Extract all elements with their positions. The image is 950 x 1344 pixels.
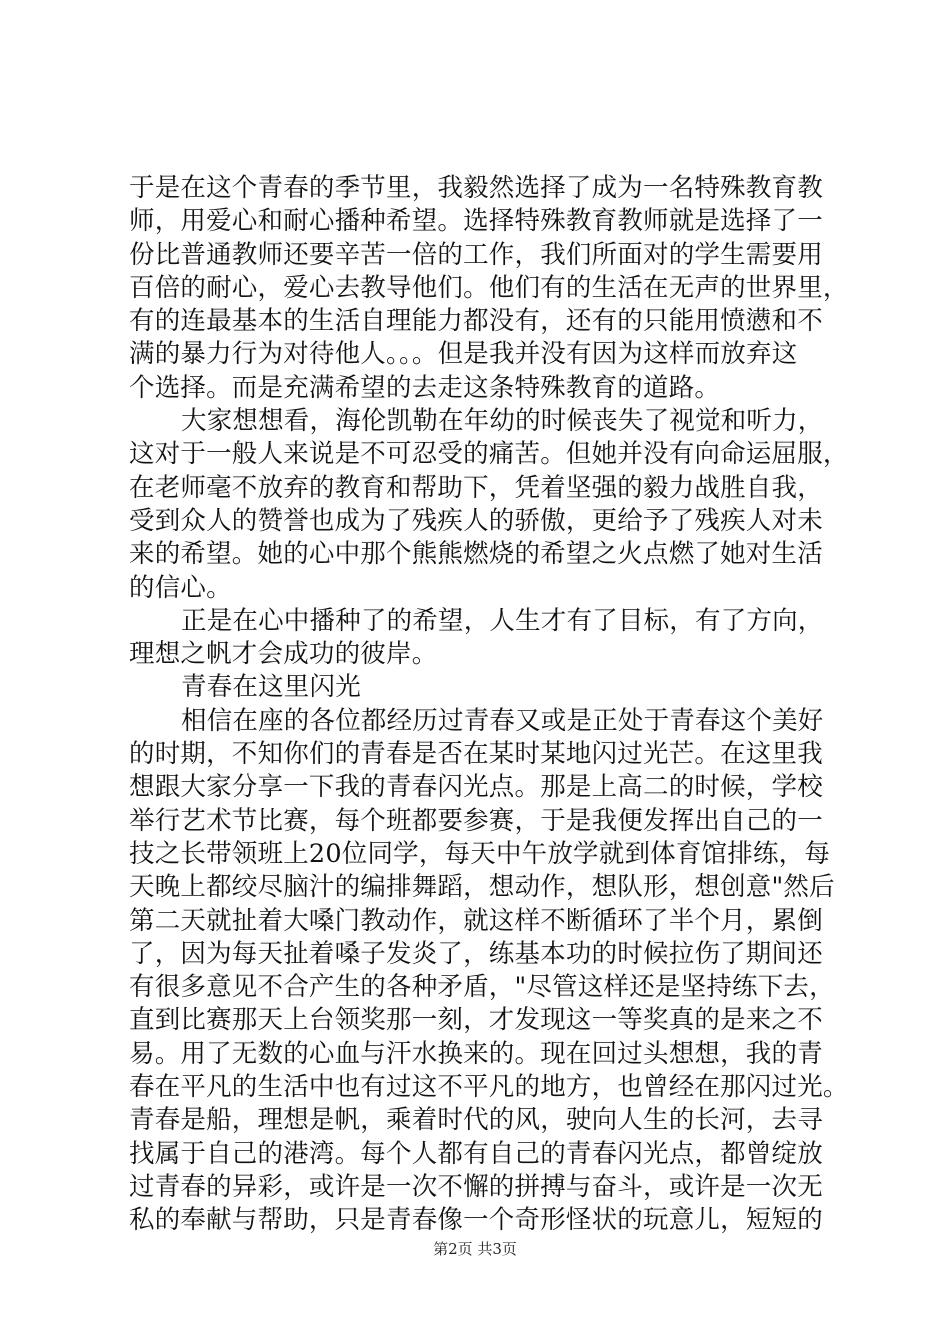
text-line: 百倍的耐心，爱心去教导他们。他们有的生活在无声的世界里，: [129, 272, 849, 303]
text-line: 青春在这里闪光: [181, 672, 361, 703]
text-line: 的信心。: [129, 572, 232, 603]
text-line: 相信在座的各位都经历过青春又或是正处于青春这个美好: [181, 705, 824, 736]
text-line: 大家想想看，海伦凯勒在年幼的时候丧失了视觉和听力，: [181, 406, 824, 437]
text-line: 有的连最基本的生活自理能力都没有，还有的只能用愤懑和不: [129, 306, 823, 337]
text-line: 了，因为每天扯着嗓子发炎了，练基本功的时候拉伤了期间还: [129, 938, 823, 969]
text-line: 有很多意见不合产生的各种矛盾，"尽管这样还是坚持练下去，: [129, 972, 835, 1003]
text-line: 这对于一般人来说是不可忍受的痛苦。但她并没有向命运屈服，: [129, 439, 849, 470]
text-line: 份比普通教师还要辛苦一倍的工作，我们所面对的学生需要用: [129, 239, 823, 270]
text-line: 直到比赛那天上台领奖那一刻，才发现这一等奖真的是来之不: [129, 1005, 823, 1036]
text-line: 找属于自己的港湾。每个人都有自己的青春闪光点，都曾绽放: [129, 1138, 823, 1169]
text-line: 过青春的异彩，或许是一次不懈的拼搏与奋斗，或许是一次无: [129, 1171, 823, 1202]
text-line: 天晚上都绞尽脑汁的编排舞蹈，想动作，想队形，想创意"然后: [129, 872, 835, 903]
text-line: 的时期，不知你们的青春是否在某时某地闪过光芒。在这里我: [129, 739, 823, 770]
text-line: 师，用爱心和耐心播种希望。选择特殊教育教师就是选择了一: [129, 206, 823, 237]
text-line: 技之长带领班上20位同学，每天中午放学就到体育馆排练，每: [129, 838, 831, 869]
text-line: 青春是船，理想是帆，乘着时代的风，驶向人生的长河，去寻: [129, 1105, 823, 1136]
text-line: 个选择。而是充满希望的去走这条特殊教育的道路。: [129, 372, 721, 403]
document-body: [129, 172, 849, 1238]
text-line: 于是在这个青春的季节里，我毅然选择了成为一名特殊教育教: [129, 173, 823, 203]
text-line: 在老师毫不放弃的教育和帮助下，凭着坚强的毅力战胜自我，: [129, 472, 823, 503]
text-line: 满的暴力行为对待他人。。。但是我并没有因为这样而放弃这: [129, 339, 798, 370]
text-line: 想跟大家分享一下我的青春闪光点。那是上高二的时候，学校: [129, 772, 823, 803]
text-line: 易。用了无数的心血与汗水换来的。现在回过头想想，我的青: [129, 1038, 823, 1069]
text-line: 正是在心中播种了的希望，人生才有了目标，有了方向，: [181, 605, 824, 636]
text-line: 理想之帆才会成功的彼岸。: [129, 639, 438, 670]
page-number-footer: 第2页 共3页: [433, 1240, 517, 1258]
text-line: 春在平凡的生活中也有过这不平凡的地方，也曾经在那闪过光。: [129, 1072, 849, 1103]
text-line: 举行艺术节比赛，每个班都要参赛，于是我便发挥出自己的一: [129, 805, 823, 836]
text-line: 私的奉献与帮助，只是青春像一个奇形怪状的玩意儿，短短的: [129, 1205, 823, 1236]
text-line: 第二天就扯着大嗓门教动作，就这样不断循环了半个月，累倒: [129, 905, 823, 936]
text-line: 来的希望。她的心中那个熊熊燃烧的希望之火点燃了她对生活: [129, 539, 823, 570]
text-line: 受到众人的赞誉也成为了残疾人的骄傲，更给予了残疾人对未: [129, 505, 823, 536]
